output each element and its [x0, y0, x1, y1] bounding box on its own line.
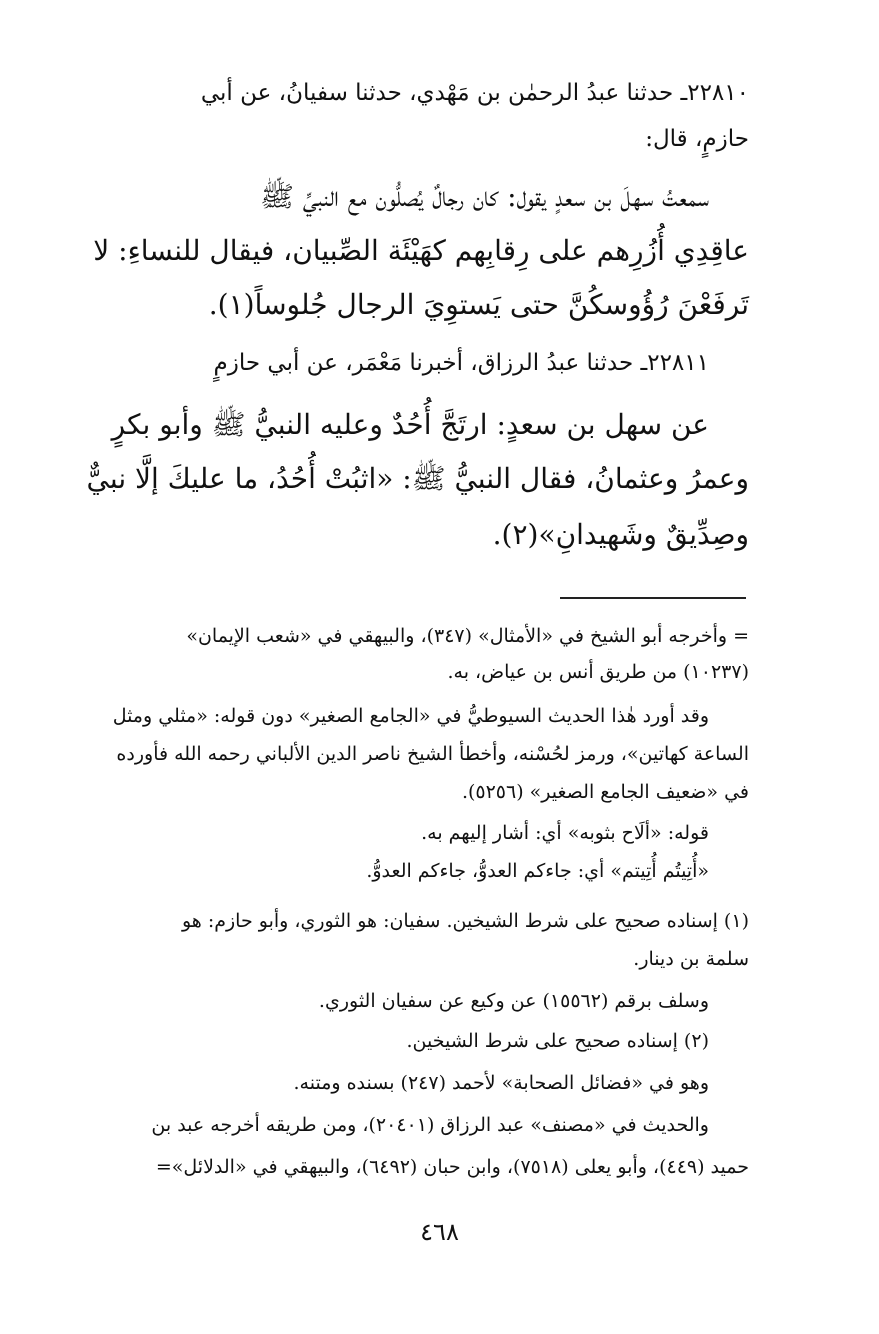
hadith-text-line: سمعتُ سهلَ بن سعدٍ يقول: كان رجالٌ يُصلُّون مع النبيِّ ﷺ [260, 180, 709, 213]
footnote-line: في «ضعيف الجامع الصغير» (٥٢٥٦). [461, 781, 749, 803]
footnote-line: الساعة كهاتين»، ورمز لحُسْنه، وأخطأ الشيخ ناصر الدين الألباني رحمه الله فأورده [116, 743, 749, 765]
footnote-line: قوله: «ألَاح بثوبه» أي: أشار إليهم به. [421, 822, 709, 844]
hadith-text-line: وصِدِّيقٌ وشَهيدانِ»(٢). [492, 518, 749, 551]
footnote-line: وهو في «فضائل الصحابة» لأحمد (٢٤٧) بسنده ومتنه. [293, 1072, 709, 1094]
footnote-line: وسلف برقم (١٥٥٦٢) عن وكيع عن سفيان الثوري. [318, 990, 709, 1012]
footnote-line: وقد أورد هٰذا الحديث السيوطيُّ في «الجامع الصغير» دون قوله: «مثلي ومثل [112, 705, 709, 727]
footnote-line: والحديث في «مصنف» عبد الرزاق (٢٠٤٠١)، ومن طريقه أخرجه عبد بن [151, 1114, 709, 1136]
footnote-line: (١) إسناده صحيح على شرط الشيخين. سفيان: هو الثوري، وأبو حازم: هو [181, 910, 749, 932]
footnote-line: (١٠٢٣٧) من طريق أنس بن عياض، به. [447, 661, 749, 683]
hadith-text-line: عن سهل بن سعدٍ: ارتَجَّ أُحُدٌ وعليه النبيُّ ﷺ وأبو بكرٍ [111, 408, 709, 441]
footnote-line: سلمة بن دينار. [633, 948, 749, 970]
footnote-line: حميد (٤٤٩)، وأبو يعلى (٧٥١٨)، وابن حبان (٦٤٩٢)، والبيهقي في «الدلائل»= [155, 1156, 749, 1178]
hadith-text-line: وعمرُ وعثمانُ، فقال النبيُّ ﷺ: «اثبُتْ أُحُدُ، ما عليكَ إلَّا نبيٌّ [86, 462, 749, 495]
footnote-separator [560, 597, 746, 599]
footnote-line: = وأخرجه أبو الشيخ في «الأمثال» (٣٤٧)، والبيهقي في «شعب الإيمان» [186, 625, 749, 647]
footnote-line: (٢) إسناده صحيح على شرط الشيخين. [406, 1030, 709, 1052]
page-number: ٤٦٨ [420, 1218, 459, 1246]
hadith-number-line: ٢٢٨١٠ـ حدثنا عبدُ الرحمٰن بن مَهْدي، حدثنا سفيانُ، عن أبي [200, 80, 749, 106]
hadith-number-line-continued: حازمٍ، قال: [645, 126, 749, 152]
hadith-text-line: عاقِدِي أُزُرِهم على رِقابِهم كهَيْئَة الصِّبيان، فيقال للنساءِ: لا [93, 234, 749, 267]
footnote-line: «أُتِيتُم أُتِيتم» أي: جاءكم العدوُّ، جاءكم العدوُّ. [366, 860, 709, 882]
hadith-number-line: ٢٢٨١١ـ حدثنا عبدُ الرزاق، أخبرنا مَعْمَر، عن أبي حازمٍ [213, 350, 709, 376]
hadith-text-line: تَرفَعْنَ رُؤُوسكُنَّ حتى يَستوِيَ الرجال جُلوساً(١). [208, 288, 749, 321]
